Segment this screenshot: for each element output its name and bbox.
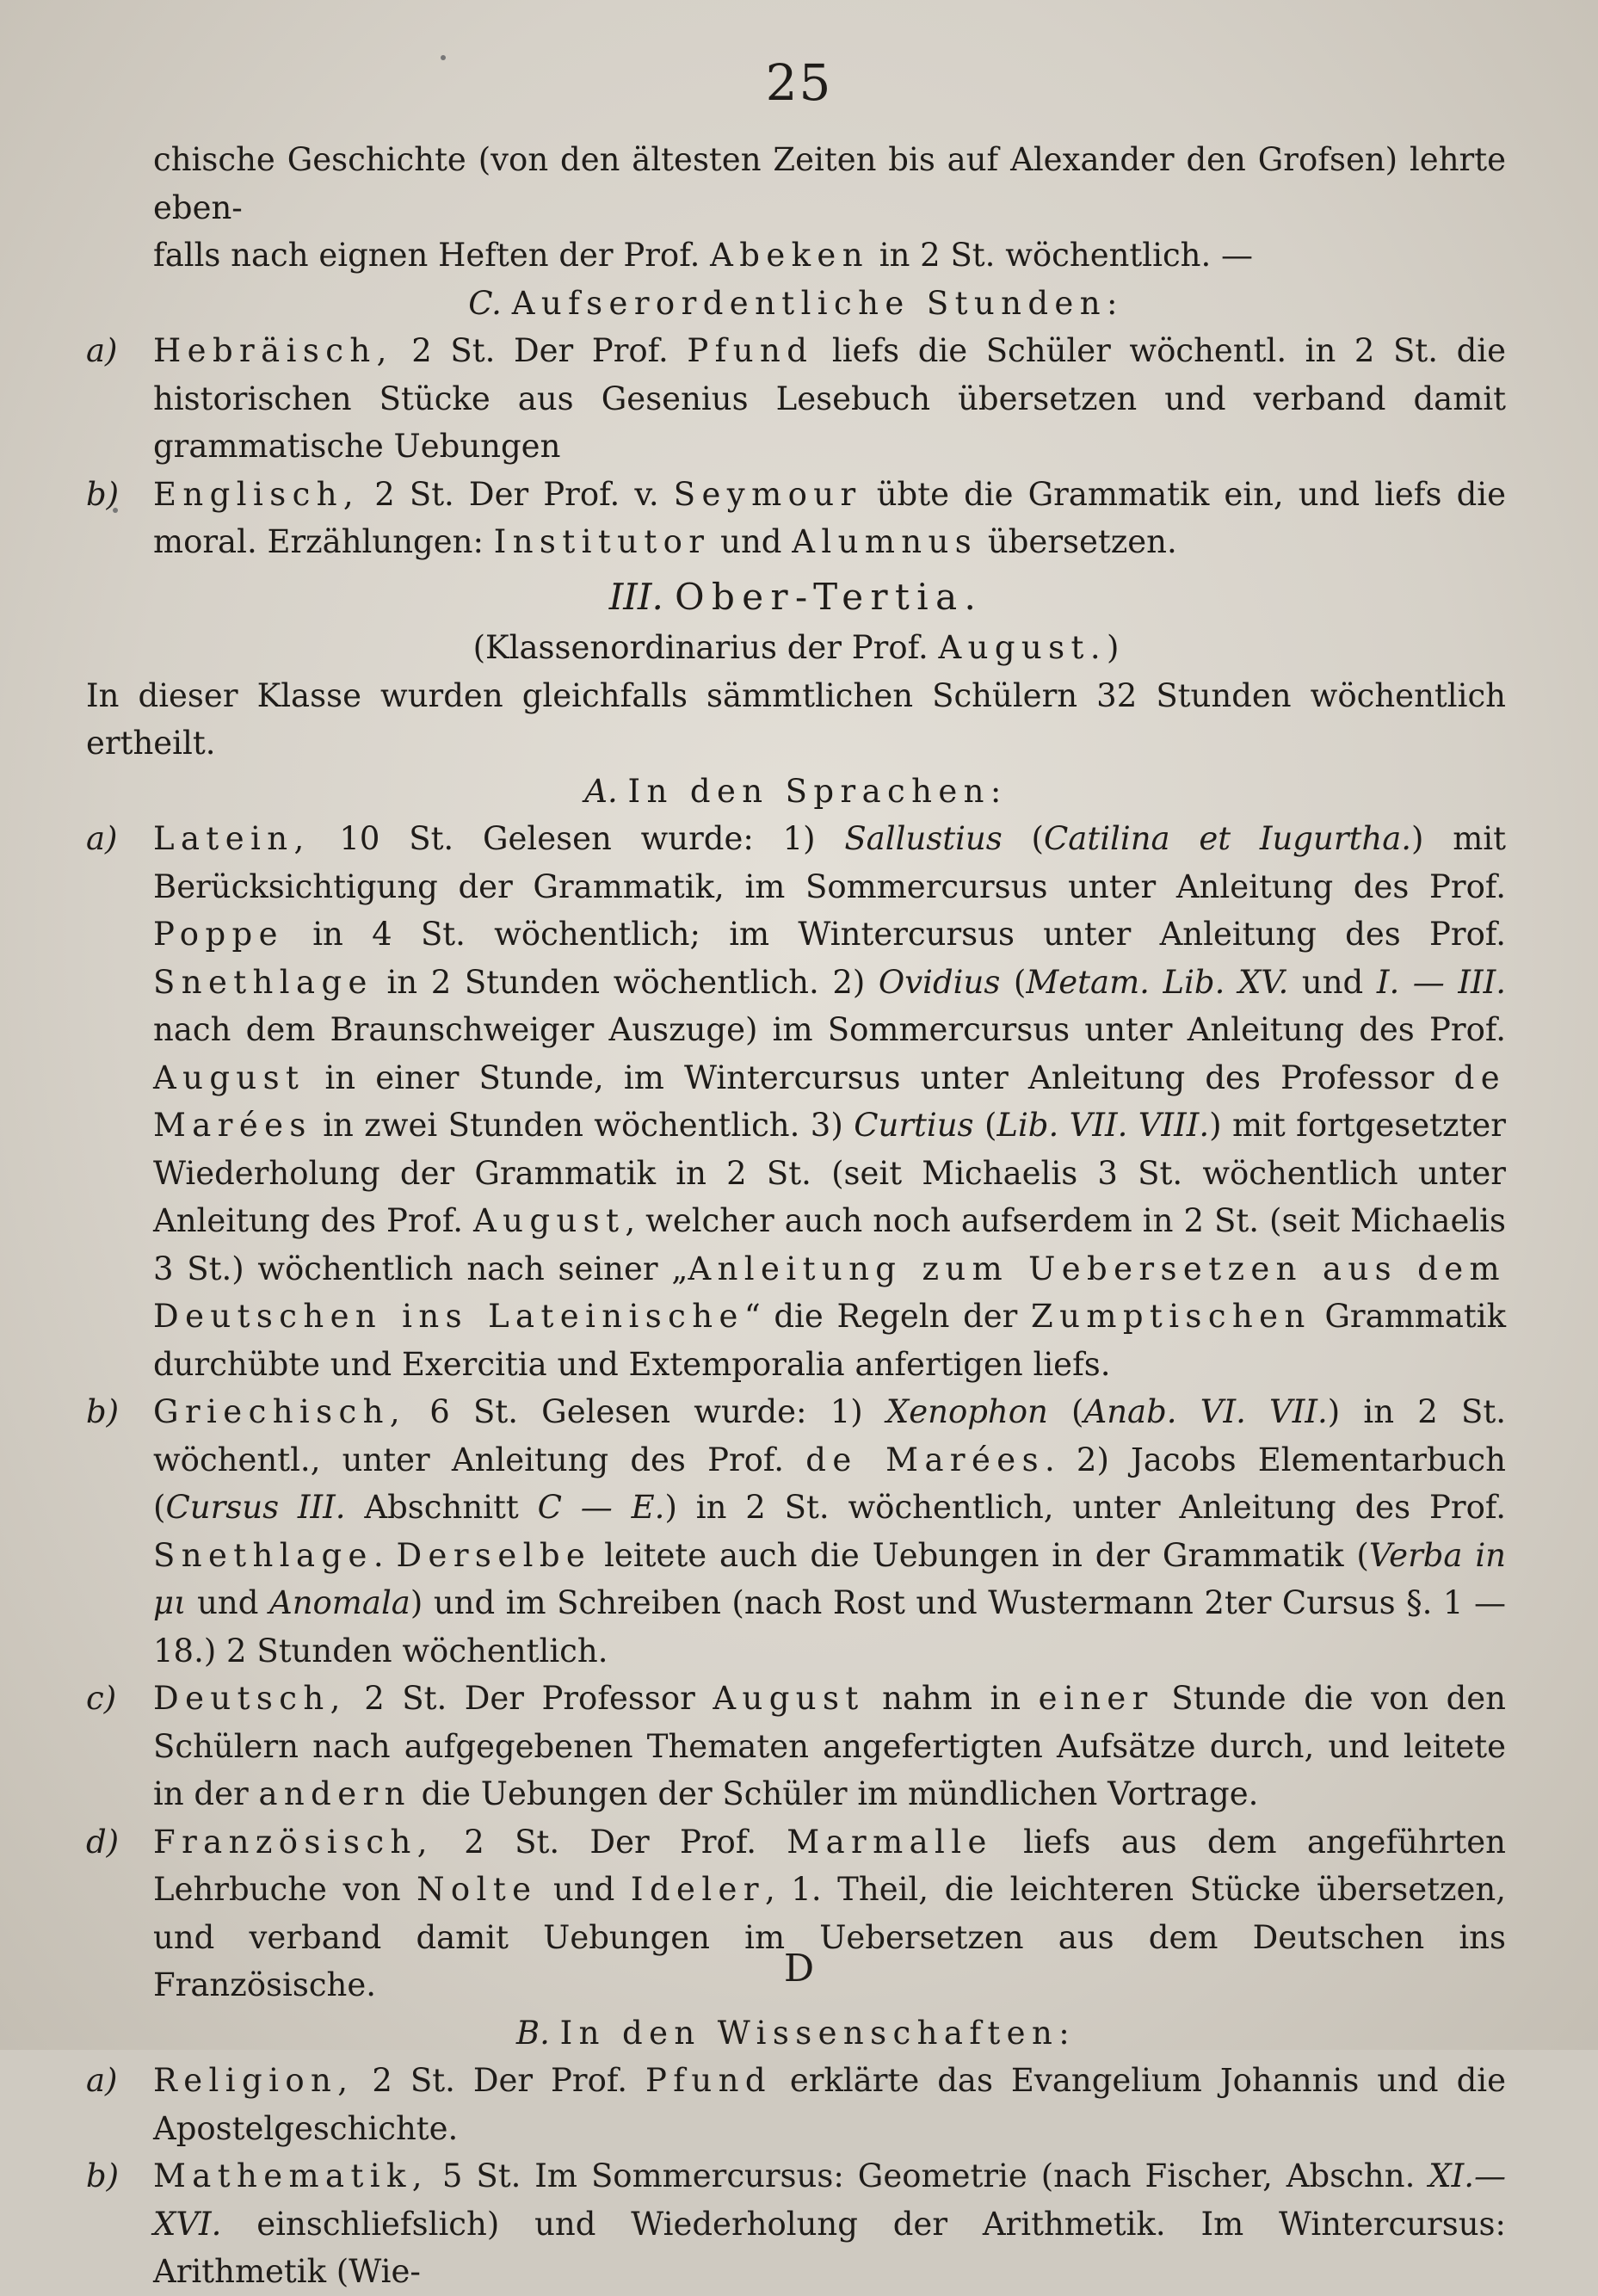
item-englisch: b) Englisch, 2 St. Der Prof. v. Seymour übte die Grammatik ein, und liefs die moral. Erzählungen: Institutor und Alumnus übersetzen. [86, 471, 1506, 566]
subject-hebraeisch: Hebräisch, [153, 332, 393, 369]
section-c-heading: C. Aufserordentliche Stunden: [468, 284, 1124, 322]
item-marker: b) [86, 475, 120, 513]
intro-paragraph: chische Geschichte (von den ältesten Zeiten bis auf Alexander den Grofsen) lehrte eben- falls nach eignen Heften der Prof. Abeken in 2 St. wöchentlich. — [153, 141, 1506, 274]
signature-mark: D [783, 1947, 815, 1990]
subject-franzoesisch: Französisch, [153, 1823, 434, 1861]
intro-line-1: chische Geschichte (von den ältesten Zeiten bis auf Alexander den Grofsen) lehrte eben- [153, 141, 1506, 226]
class-heading [86, 573, 1506, 621]
class-name: Ober-Tertia. [675, 575, 984, 618]
ordinarius-line: (Klassenordinarius der Prof. August.) [472, 629, 1120, 666]
subject-mathematik: Mathematik, [153, 2157, 429, 2194]
class-hours-line: In dieser Klasse wurden gleichfalls sämmtlichen Schülern 32 Stunden wöchentlich ertheilt. [86, 676, 1506, 762]
item-griechisch: b) Griechisch, 6 St. Gelesen wurde: 1) Xenophon (Anab. VI. VII.) in 2 St. wöchentl., unter Anleitung des Prof. de Marées. 2) Jacobs Elementarbuch (Cursus III. Abschnitt C — E.) in 2 St. wöchentlich, unter Anleitung des Prof. Snethlage. Derselbe leitete auch die Uebungen in der Grammatik (Verba in μι und Anomala) und im Schreiben (nach Rost und Wustermann 2ter Cursus §. 1 — 18.) 2 Stunden wöchentlich. [86, 1388, 1506, 1675]
subject-griechisch: Griechisch, [153, 1393, 407, 1430]
item-hebraeisch: a) Hebräisch, 2 St. Der Prof. Pfund liefs die Schüler wöchentl. in 2 St. die historischen Stücke aus Gesenius Lesebuch übersetzen und verband damit grammatische Uebungen [86, 327, 1506, 471]
class-roman-numeral: III. [608, 575, 663, 618]
item-marker: a) [86, 820, 118, 857]
name-abeken: Abeken [710, 237, 869, 274]
item-marker: a) [86, 2062, 118, 2099]
item-franzoesisch: d) Französisch, 2 St. Der Prof. Marmalle liefs aus dem angeführten Lehrbuche von Nolte und Ideler, 1. Theil, die leichteren Stücke übersetzen, und verband damit Uebungen im Uebersetzen aus dem Deutschen ins Französische. [86, 1818, 1506, 2009]
page-number: 25 [765, 53, 833, 112]
item-marker: d) [86, 1823, 120, 1861]
section-a-heading: A. In den Sprachen: [584, 772, 1008, 810]
item-deutsch: c) Deutsch, 2 St. Der Professor August nahm in einer Stunde die von den Schülern nach aufgegebenen Thematen angefertigten Aufsätze durch, und leitete in der andern die Uebungen der Schüler im mündlichen Vortrage. [86, 1675, 1506, 1818]
item-religion: a) Religion, 2 St. Der Prof. Pfund erklärte das Evangelium Johannis und die Apostelgeschichte. [86, 2057, 1506, 2152]
item-marker: b) [86, 2157, 120, 2194]
item-marker: c) [86, 1680, 117, 1717]
subject-deutsch: Deutsch, [153, 1680, 347, 1717]
section-b-heading: B. In den Wissenschaften: [515, 2014, 1077, 2052]
item-marker: b) [86, 1393, 120, 1430]
item-mathematik: b) Mathematik, 5 St. Im Sommercursus: Geometrie (nach Fischer, Abschn. XI.—XVI. einschliefslich) und Wiederholung der Arithmetik. Im Wintercursus: Arithmetik (Wie- [86, 2152, 1506, 2296]
item-latein: a) Latein, 10 St. Gelesen wurde: 1) Sallustius (Catilina et Iugurtha.) mit Berücksichtigung der Grammatik, im Sommercursus unter Anleitung des Prof. Poppe in 4 St. wöchentlich; im Wintercursus unter Anleitung des Prof. Snethlage in 2 Stunden wöchentlich. 2) Ovidius (Metam. Lib. XV. und I. — III. nach dem Braunschweiger Auszuge) im Sommercursus unter Anleitung des Prof. August in einer Stunde, im Wintercursus unter Anleitung des Professor de Marées in zwei Stunden wöchentlich. 3) Curtius (Lib. VII. VIII.) mit fortgesetzter Wiederholung der Grammatik in 2 St. (seit Michaelis 3 St. wöchentlich unter Anleitung des Prof. August, welcher auch noch aufserdem in 2 St. (seit Michaelis 3 St.) wöchentlich nach seiner „Anleitung zum Uebersetzen aus dem Deutschen ins Lateinische“ die Regeln der Zumptischen Grammatik durchübte und Exercitia und Extemporalia anfertigen liefs. [86, 815, 1506, 1388]
subject-latein: Latein, [153, 820, 311, 857]
subject-religion: Religion, [153, 2062, 355, 2099]
item-marker: a) [86, 332, 118, 369]
subject-englisch: Englisch, [153, 475, 361, 513]
